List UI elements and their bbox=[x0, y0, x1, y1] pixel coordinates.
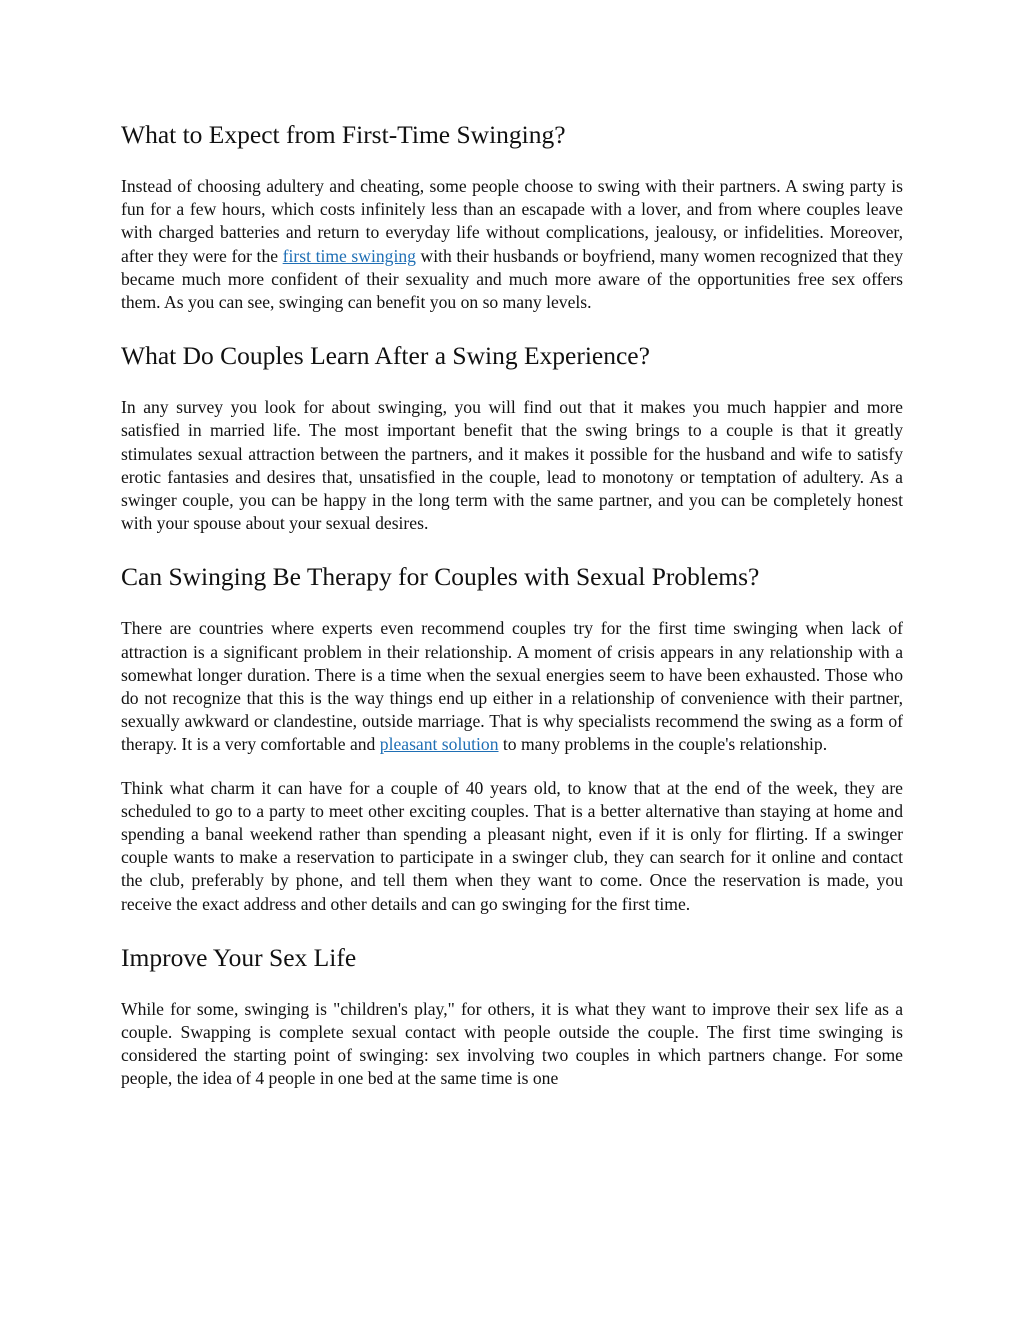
section-heading-therapy: Can Swinging Be Therapy for Couples with Sexual Problems? bbox=[121, 562, 760, 592]
section-heading-couples-learn: What Do Couples Learn After a Swing Experience? bbox=[121, 341, 650, 371]
section-paragraph-therapy bbox=[121, 617, 903, 756]
paragraph-text: There are countries where experts even recommend couples try for the first time swinging when lack of attraction is a significant problem in their relationship. A moment of crisis appears in any relationship with a somewhat longer duration. There is a time when the sexual energies seem to have been exhausted. Those who do not recognize that this is the way things end up either in a relationship of convenience with their partner, sexually awkward or clandestine, outside marriage. That is why specialists recommend the swing as a form of therapy. It is a very comfortable and bbox=[121, 618, 903, 755]
section-paragraph-improve: While for some, swinging is "children's play," for others, it is what they want to improve their sex life as a couple. Swapping is complete sexual contact with people outside the couple. The first time swinging is considered the starting point of swinging: sex involving two couples in which partners change. For some people, the idea of 4 people in one bed at the same time is one bbox=[121, 998, 903, 1089]
paragraph-text: Instead of choosing adultery and cheating, some people choose to swing with their partners. A swing party is fun for a few hours, which costs infinitely less than an escapade with a lover, and from where couples leave with charged batteries and return to everyday life without complications, jealousy, or infidelities. Moreover, after they were for the bbox=[121, 176, 903, 266]
section-paragraph-couples-learn: In any survey you look for about swinging, you will find out that it makes you much happier and more satisfied in married life. The most important benefit that the swing brings to a couple is that it greatly stimulates sexual attraction between the partners, and it makes it possible for the husband and wife to satisfy erotic fantasies and desires that, unsatisfied in the couple, lead to monotony or temptation of adultery. As a swinger couple, you can be happy in the long term with the same partner, and you can be completely honest with your spouse about your sexual desires. bbox=[121, 397, 903, 534]
section-paragraph-charm: Think what charm it can have for a couple of 40 years old, to know that at the end of the week, they are scheduled to go to a party to meet other exciting couples. That is a better alternative than staying at home and spending a banal weekend rather than spending a pleasant night, even if it is only for flirting. If a swinger couple wants to make a reservation to participate in a swinger club, they can search for it online and contact the club, preferably by phone, and tell them when they want to come. Once the reservation is made, you receive the exact address and other details and can go swinging for the first time. bbox=[121, 777, 903, 914]
first-time-swinging-link[interactable]: first time swinging bbox=[282, 245, 416, 266]
section-paragraph-first-time bbox=[121, 175, 903, 314]
section-heading-first-time: What to Expect from First-Time Swinging? bbox=[121, 120, 566, 149]
paragraph-text: to many problems in the couple's relationship. bbox=[498, 734, 828, 755]
pleasant-solution-link[interactable]: pleasant solution bbox=[379, 734, 499, 755]
document-page bbox=[121, 118, 903, 1119]
paragraph-text: with their husbands or boyfriend, many women recognized that they became much more confident of their sexuality and much more aware of the opportunities free sex offers them. As you can see, swinging can benefit you on so many levels. bbox=[121, 245, 903, 313]
section-heading-improve: Improve Your Sex Life bbox=[121, 942, 357, 972]
